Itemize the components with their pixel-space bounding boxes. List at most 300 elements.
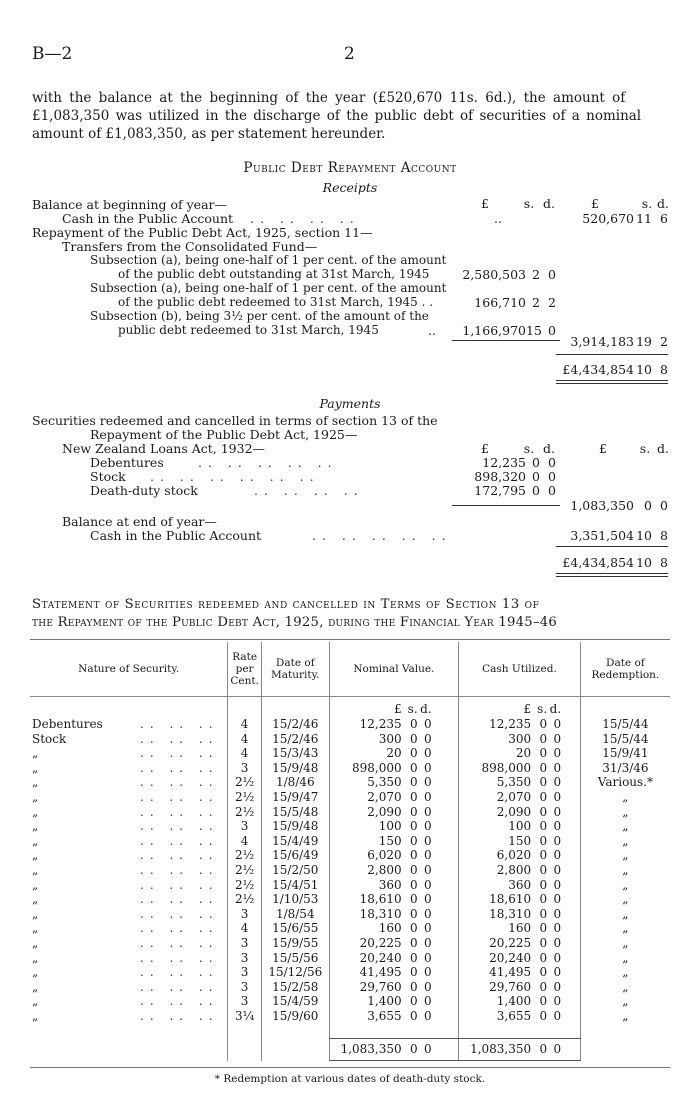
nominal-pence: 0 bbox=[424, 979, 432, 994]
redemption-date: „ bbox=[580, 907, 670, 922]
security-nature-label: „ bbox=[32, 804, 39, 819]
nominal-pence: 0 bbox=[424, 717, 432, 731]
intro-line-1: with the balance at the beginning of the year (£520,670 11s. 6d.), the amount of bbox=[32, 90, 626, 106]
redemption-date: „ bbox=[580, 878, 670, 893]
nominal-value bbox=[329, 921, 459, 936]
table-row bbox=[30, 1009, 670, 1024]
redemption-date: „ bbox=[580, 921, 670, 936]
nominal-shillings: 0 bbox=[410, 833, 418, 848]
cash-beginning-shillings: 11 bbox=[636, 211, 652, 226]
redemption-date: „ bbox=[580, 805, 670, 820]
subtotal-rule bbox=[452, 505, 560, 506]
redemption-date: „ bbox=[580, 994, 670, 1009]
nominal-pence: 0 bbox=[424, 862, 432, 877]
sub-b-amount: 1,166,970 bbox=[462, 323, 526, 338]
nominal-value bbox=[329, 863, 459, 878]
nominal-amount: 150 bbox=[378, 833, 402, 848]
leader-dots: .. .. .. bbox=[140, 1008, 219, 1023]
rate: 2½ bbox=[228, 892, 262, 907]
statement-title-line-1: Statement of Securities redeemed and cancelled in Terms of Section 13 of bbox=[32, 597, 540, 612]
col-rate: Rate per Cent. bbox=[228, 642, 262, 697]
table-row bbox=[30, 819, 670, 834]
sub-b-pence: 0 bbox=[548, 323, 556, 338]
payments-col-s-2: s. bbox=[639, 441, 651, 456]
payments-total-amount: £4,434,854 bbox=[562, 555, 634, 570]
nominal-pence: 0 bbox=[424, 994, 432, 1009]
maturity-date: 15/2/58 bbox=[261, 980, 329, 995]
payments-line-2: Repayment of the Public Debt Act, 1925— bbox=[90, 427, 358, 442]
cash-shillings: 0 bbox=[539, 731, 548, 746]
account-title: Public Debt Repayment Account bbox=[243, 160, 457, 176]
leader-dots: .. .. .. bbox=[140, 833, 219, 848]
cash-pence: 0 bbox=[553, 760, 562, 775]
security-nature-label: „ bbox=[32, 819, 39, 834]
table-row bbox=[30, 878, 670, 893]
cash-shillings: 0 bbox=[539, 994, 548, 1009]
redemption-date: „ bbox=[580, 965, 670, 980]
receipts-total-pence: 8 bbox=[660, 362, 668, 377]
security-nature bbox=[30, 790, 228, 805]
cash-utilized bbox=[459, 863, 581, 878]
leader-dots: .. .. .. .. .. bbox=[198, 455, 338, 470]
redemption-date: 15/5/44 bbox=[580, 717, 670, 732]
security-nature-label: „ bbox=[32, 906, 39, 921]
cash-shillings: 0 bbox=[539, 877, 548, 892]
security-nature bbox=[30, 863, 228, 878]
maturity-date: 15/2/46 bbox=[261, 732, 329, 747]
cash-pence: 0 bbox=[553, 746, 562, 761]
sub-a1-line-1: Subsection (a), being one-half of 1 per cent. of the amount bbox=[90, 253, 447, 267]
security-nature bbox=[30, 834, 228, 849]
cash-pence: 0 bbox=[553, 979, 562, 994]
leader-dots: .. .. .. bbox=[140, 848, 219, 863]
table-row bbox=[30, 732, 670, 747]
cash-utilized bbox=[459, 761, 581, 776]
cash-utilized bbox=[459, 775, 581, 790]
nominal-shillings: 0 bbox=[410, 892, 418, 907]
nominal-shillings: 0 bbox=[410, 906, 418, 921]
cash-end-pence: 8 bbox=[660, 528, 668, 543]
payment-item-shillings: 0 bbox=[532, 469, 540, 484]
payments-total-shillings: 10 bbox=[636, 555, 652, 570]
nominal-amount: 2,070 bbox=[367, 789, 402, 804]
security-nature-label: „ bbox=[32, 833, 39, 848]
cash-shillings: 0 bbox=[539, 789, 548, 804]
table-top-rule bbox=[30, 639, 670, 640]
nominal-value bbox=[329, 819, 459, 834]
leader-dots: .. .. .. bbox=[140, 950, 219, 965]
col-nature: Nature of Security. bbox=[30, 642, 228, 697]
security-nature-label: „ bbox=[32, 921, 39, 936]
nominal-amount: 20,225 bbox=[359, 935, 402, 950]
nominal-value bbox=[329, 878, 459, 893]
leader-dots: .. .. .. bbox=[140, 877, 219, 892]
rate: 2½ bbox=[228, 775, 262, 790]
maturity-date: 15/5/56 bbox=[261, 951, 329, 966]
nominal-pence: 0 bbox=[424, 746, 432, 761]
cash-shillings: 0 bbox=[539, 746, 548, 761]
rate: 3 bbox=[228, 965, 262, 980]
receipts-col-pound-2: £ bbox=[591, 196, 599, 211]
maturity-date: 15/9/47 bbox=[261, 790, 329, 805]
cash-amount: 20,225 bbox=[489, 935, 532, 950]
unit-shilling: s. bbox=[407, 702, 418, 717]
nominal-pence: 0 bbox=[424, 819, 432, 834]
unit-shilling: s. bbox=[537, 702, 548, 717]
cash-pence: 0 bbox=[553, 819, 562, 834]
total-cash: 1,083,350 bbox=[470, 1042, 532, 1057]
security-nature bbox=[30, 848, 228, 863]
security-nature-label: „ bbox=[32, 746, 39, 761]
cash-amount: 18,610 bbox=[489, 892, 532, 907]
total-nominal-pence: 0 bbox=[424, 1042, 432, 1057]
nominal-pence: 0 bbox=[424, 804, 432, 819]
nominal-pence: 0 bbox=[424, 906, 432, 921]
cash-shillings: 0 bbox=[539, 921, 548, 936]
total-rule-bottom bbox=[556, 573, 668, 574]
col-nominal: Nominal Value. bbox=[329, 642, 459, 697]
leader-dots: .. .. .. bbox=[140, 819, 219, 834]
table-row bbox=[30, 994, 670, 1009]
securities-table bbox=[30, 642, 670, 1061]
cash-shillings: 0 bbox=[539, 906, 548, 921]
maturity-date: 1/10/53 bbox=[261, 892, 329, 907]
leader-dots: .. .. .. .. bbox=[250, 211, 360, 226]
payments-heading: Payments bbox=[319, 396, 381, 411]
nominal-value bbox=[329, 717, 459, 732]
security-nature bbox=[30, 717, 228, 732]
rate: 2½ bbox=[228, 878, 262, 893]
table-row bbox=[30, 790, 670, 805]
cash-shillings: 0 bbox=[539, 833, 548, 848]
total-rule-double bbox=[556, 383, 668, 384]
sub-a1-shillings: 2 bbox=[532, 267, 540, 282]
table-row bbox=[30, 907, 670, 922]
sub-a1-pence: 0 bbox=[548, 267, 556, 282]
nominal-value bbox=[329, 805, 459, 820]
sub-b-shillings: 15 bbox=[526, 323, 542, 338]
security-nature bbox=[30, 907, 228, 922]
cash-utilized bbox=[459, 717, 581, 732]
table-row bbox=[30, 746, 670, 761]
table-row bbox=[30, 965, 670, 980]
nz-loans-label: New Zealand Loans Act, 1932— bbox=[62, 441, 266, 456]
payment-item-amount: 172,795 bbox=[474, 483, 526, 498]
col-maturity: Date of Maturity. bbox=[261, 642, 329, 697]
document-code: B—2 bbox=[32, 44, 73, 64]
cash-pence: 0 bbox=[553, 935, 562, 950]
maturity-date: 15/6/49 bbox=[261, 848, 329, 863]
leader-dots: .. .. .. bbox=[140, 921, 219, 936]
col-redemption: Date of Redemption. bbox=[580, 642, 670, 697]
receipts-col-s-2: s. bbox=[641, 196, 653, 211]
nominal-pence: 0 bbox=[424, 892, 432, 907]
leader-dots: .. .. .. bbox=[140, 994, 219, 1009]
nominal-shillings: 0 bbox=[410, 775, 418, 790]
cash-amount: 20 bbox=[515, 746, 532, 761]
sub-a2-line-2: of the public debt redeemed to 31st March, 1945 . . bbox=[118, 295, 434, 309]
table-header-row bbox=[30, 642, 670, 697]
cash-shillings: 0 bbox=[539, 848, 548, 863]
security-nature-label: „ bbox=[32, 950, 39, 965]
redemption-date: „ bbox=[580, 980, 670, 995]
security-nature bbox=[30, 732, 228, 747]
unit-pound: £ bbox=[523, 702, 532, 717]
cash-shillings: 0 bbox=[539, 862, 548, 877]
security-nature-label: Debentures bbox=[32, 717, 103, 731]
rate: 4 bbox=[228, 746, 262, 761]
table-row bbox=[30, 834, 670, 849]
redemption-date: „ bbox=[580, 790, 670, 805]
nominal-shillings: 0 bbox=[410, 950, 418, 965]
cash-shillings: 0 bbox=[539, 717, 548, 731]
table-row bbox=[30, 775, 670, 790]
cash-shillings: 0 bbox=[539, 775, 548, 790]
maturity-date: 15/2/46 bbox=[261, 717, 329, 732]
security-nature-label: „ bbox=[32, 1008, 39, 1023]
nominal-shillings: 0 bbox=[410, 979, 418, 994]
cash-amount: 2,090 bbox=[496, 804, 532, 819]
subtotal-rule bbox=[452, 340, 560, 341]
transfers-label: Transfers from the Consolidated Fund— bbox=[62, 239, 318, 254]
redemption-date: 15/5/44 bbox=[580, 732, 670, 747]
intro-line-2: £1,083,350 was utilized in the discharge of the public debt of securities of a nominal bbox=[32, 108, 642, 124]
repayment-act-label: Repayment of the Public Debt Act, 1925, section 11— bbox=[32, 225, 373, 240]
total-rule-top bbox=[556, 546, 668, 547]
table-row bbox=[30, 805, 670, 820]
cash-utilized bbox=[459, 848, 581, 863]
cash-utilized bbox=[459, 805, 581, 820]
receipts-subtotal-shillings: 19 bbox=[636, 334, 652, 349]
payment-item-pence: 0 bbox=[548, 469, 556, 484]
leader-dots: .. .. .. bbox=[140, 789, 219, 804]
total-nominal-shillings: 0 bbox=[410, 1042, 418, 1057]
nominal-value bbox=[329, 746, 459, 761]
cash-pence: 0 bbox=[553, 950, 562, 965]
redemption-date: „ bbox=[580, 936, 670, 951]
maturity-date: 15/2/50 bbox=[261, 863, 329, 878]
nominal-amount: 5,350 bbox=[367, 775, 402, 790]
table-total-row bbox=[30, 1023, 670, 1038]
nominal-pence: 0 bbox=[424, 731, 432, 746]
leader-dots: .. .. .. .. .. bbox=[312, 528, 452, 543]
cash-amount: 160 bbox=[508, 921, 532, 936]
nominal-shillings: 0 bbox=[410, 994, 418, 1009]
table-bottom-rule bbox=[30, 1067, 670, 1068]
maturity-date: 15/9/55 bbox=[261, 936, 329, 951]
table-row bbox=[30, 848, 670, 863]
nominal-shillings: 0 bbox=[410, 1008, 418, 1023]
cash-amount: 3,655 bbox=[496, 1008, 532, 1023]
table-row bbox=[30, 951, 670, 966]
nominal-pence: 0 bbox=[424, 789, 432, 804]
receipts-col-s-1: s. bbox=[523, 196, 535, 211]
cash-utilized bbox=[459, 746, 581, 761]
rate: 4 bbox=[228, 834, 262, 849]
cash-end-amount: 3,351,504 bbox=[570, 528, 634, 543]
security-nature-label: „ bbox=[32, 862, 39, 877]
payment-item-label: Debentures bbox=[90, 455, 164, 470]
payments-col-pound-2: £ bbox=[599, 441, 607, 456]
cash-utilized bbox=[459, 907, 581, 922]
cash-amount: 100 bbox=[508, 819, 532, 834]
rate: 3 bbox=[228, 936, 262, 951]
cash-amount: 2,070 bbox=[496, 789, 532, 804]
sub-a2-line-1: Subsection (a), being one-half of 1 per cent. of the amount bbox=[90, 281, 447, 295]
table-row bbox=[30, 717, 670, 732]
total-cash-shillings: 0 bbox=[539, 1042, 548, 1057]
total-nominal: 1,083,350 bbox=[340, 1042, 402, 1057]
rate: 3 bbox=[228, 761, 262, 776]
maturity-date: 15/5/48 bbox=[261, 805, 329, 820]
nominal-amount: 360 bbox=[378, 877, 402, 892]
leader-dots: .. .. .. bbox=[140, 979, 219, 994]
nominal-shillings: 0 bbox=[410, 760, 418, 775]
nominal-pence: 0 bbox=[424, 965, 432, 980]
nominal-shillings: 0 bbox=[410, 789, 418, 804]
nominal-amount: 1,400 bbox=[367, 994, 402, 1009]
leader-dots: .. .. .. bbox=[140, 965, 219, 980]
cash-utilized bbox=[459, 994, 581, 1009]
total-rule-double bbox=[556, 576, 668, 577]
security-nature bbox=[30, 775, 228, 790]
cash-pence: 0 bbox=[553, 877, 562, 892]
rate: 3 bbox=[228, 951, 262, 966]
leader-dots: .. .. .. bbox=[140, 760, 219, 775]
maturity-date: 15/4/51 bbox=[261, 878, 329, 893]
maturity-date: 1/8/54 bbox=[261, 907, 329, 922]
intro-line-3: amount of £1,083,350, as per statement hereunder. bbox=[32, 126, 386, 142]
nominal-amount: 100 bbox=[378, 819, 402, 834]
payment-item-amount: 898,320 bbox=[474, 469, 526, 484]
nominal-value bbox=[329, 965, 459, 980]
balance-end-label: Balance at end of year— bbox=[62, 514, 217, 529]
redemption-date: „ bbox=[580, 951, 670, 966]
nominal-shillings: 0 bbox=[410, 746, 418, 761]
leader-dots: .. .. .. .. bbox=[254, 483, 364, 498]
receipts-col-pound-1: £ bbox=[481, 196, 489, 211]
security-nature bbox=[30, 805, 228, 820]
security-nature-label: „ bbox=[32, 994, 39, 1009]
receipts-col-d-2: d. bbox=[657, 196, 669, 211]
redemption-date: Various.* bbox=[580, 775, 670, 790]
cash-pence: 0 bbox=[553, 848, 562, 863]
security-nature-label: „ bbox=[32, 848, 39, 863]
col-cash: Cash Utilized. bbox=[459, 642, 581, 697]
leader-dots: .. .. .. bbox=[140, 731, 219, 746]
total-rule-bottom bbox=[556, 380, 668, 381]
cash-beginning-amount: 520,670 bbox=[582, 211, 634, 226]
payments-col-s-1: s. bbox=[523, 441, 535, 456]
security-nature-label: „ bbox=[32, 877, 39, 892]
cash-utilized bbox=[459, 790, 581, 805]
security-nature bbox=[30, 892, 228, 907]
nominal-pence: 0 bbox=[424, 950, 432, 965]
leader-dots: .. .. .. bbox=[140, 862, 219, 877]
cash-utilized bbox=[459, 921, 581, 936]
statement-title-line-2: the Repayment of the Public Debt Act, 1925, during the Financial Year 1945–46 bbox=[32, 615, 558, 630]
cash-utilized bbox=[459, 892, 581, 907]
payments-col-d-2: d. bbox=[657, 441, 669, 456]
unit-pence: d. bbox=[420, 702, 432, 717]
cash-amount: 29,760 bbox=[489, 979, 532, 994]
payments-col-d-1: d. bbox=[543, 441, 555, 456]
nominal-amount: 2,800 bbox=[367, 862, 402, 877]
nominal-pence: 0 bbox=[424, 1008, 432, 1023]
security-nature-label: „ bbox=[32, 965, 39, 980]
maturity-date: 15/3/43 bbox=[261, 746, 329, 761]
security-nature bbox=[30, 1009, 228, 1024]
payment-item-label: Death-duty stock bbox=[90, 483, 198, 498]
nominal-value bbox=[329, 848, 459, 863]
cash-pence: 0 bbox=[553, 965, 562, 980]
maturity-date: 15/4/59 bbox=[261, 994, 329, 1009]
total-rule-top bbox=[556, 354, 668, 355]
table-row bbox=[30, 980, 670, 995]
cash-pence: 0 bbox=[553, 789, 562, 804]
cash-pence: 0 bbox=[553, 804, 562, 819]
security-nature-label: „ bbox=[32, 760, 39, 775]
nominal-shillings: 0 bbox=[410, 935, 418, 950]
redemption-date: „ bbox=[580, 848, 670, 863]
redemption-date: „ bbox=[580, 863, 670, 878]
nominal-amount: 29,760 bbox=[359, 979, 402, 994]
leader-dots: .. .. .. bbox=[140, 804, 219, 819]
rate: 4 bbox=[228, 717, 262, 732]
sub-a1-amount: 2,580,503 bbox=[462, 267, 526, 282]
sub-a2-shillings: 2 bbox=[532, 295, 540, 310]
cash-amount: 300 bbox=[508, 731, 532, 746]
rate: 2½ bbox=[228, 790, 262, 805]
nominal-shillings: 0 bbox=[410, 717, 418, 731]
sub-a1-line-2: of the public debt outstanding at 31st March, 1945 bbox=[118, 267, 430, 281]
maturity-date: 15/6/55 bbox=[261, 921, 329, 936]
cash-amount: 41,495 bbox=[489, 965, 532, 980]
cash-amount: 360 bbox=[508, 877, 532, 892]
security-nature-label: „ bbox=[32, 775, 39, 790]
cash-utilized bbox=[459, 980, 581, 995]
nominal-pence: 0 bbox=[424, 760, 432, 775]
nominal-pence: 0 bbox=[424, 935, 432, 950]
nominal-pence: 0 bbox=[424, 877, 432, 892]
payment-item-amount: 12,235 bbox=[482, 455, 526, 470]
maturity-date: 15/4/49 bbox=[261, 834, 329, 849]
security-nature bbox=[30, 746, 228, 761]
cash-utilized bbox=[459, 834, 581, 849]
nominal-value bbox=[329, 761, 459, 776]
unit-pence: d. bbox=[549, 702, 562, 717]
cash-utilized bbox=[459, 965, 581, 980]
page-number: 2 bbox=[344, 44, 355, 64]
payment-item-pence: 0 bbox=[548, 483, 556, 498]
nominal-amount: 3,655 bbox=[367, 1008, 402, 1023]
maturity-date: 15/9/60 bbox=[261, 1009, 329, 1024]
sub-b-line-1: Subsection (b), being 3½ per cent. of the amount of the bbox=[90, 309, 429, 323]
nominal-shillings: 0 bbox=[410, 877, 418, 892]
cash-public-account-label: Cash in the Public Account bbox=[62, 211, 234, 226]
leader-dots: .. .. .. bbox=[140, 892, 219, 907]
nominal-shillings: 0 bbox=[410, 804, 418, 819]
cash-shillings: 0 bbox=[539, 760, 548, 775]
cash-shillings: 0 bbox=[539, 1008, 548, 1023]
cash-end-label: Cash in the Public Account bbox=[90, 528, 262, 543]
nominal-value bbox=[329, 980, 459, 995]
maturity-date: 15/9/48 bbox=[261, 761, 329, 776]
cash-amount: 6,020 bbox=[496, 848, 532, 863]
cash-pence: 0 bbox=[553, 833, 562, 848]
cash-pence: 0 bbox=[553, 1008, 562, 1023]
leader-dots: .. .. .. bbox=[140, 746, 219, 761]
